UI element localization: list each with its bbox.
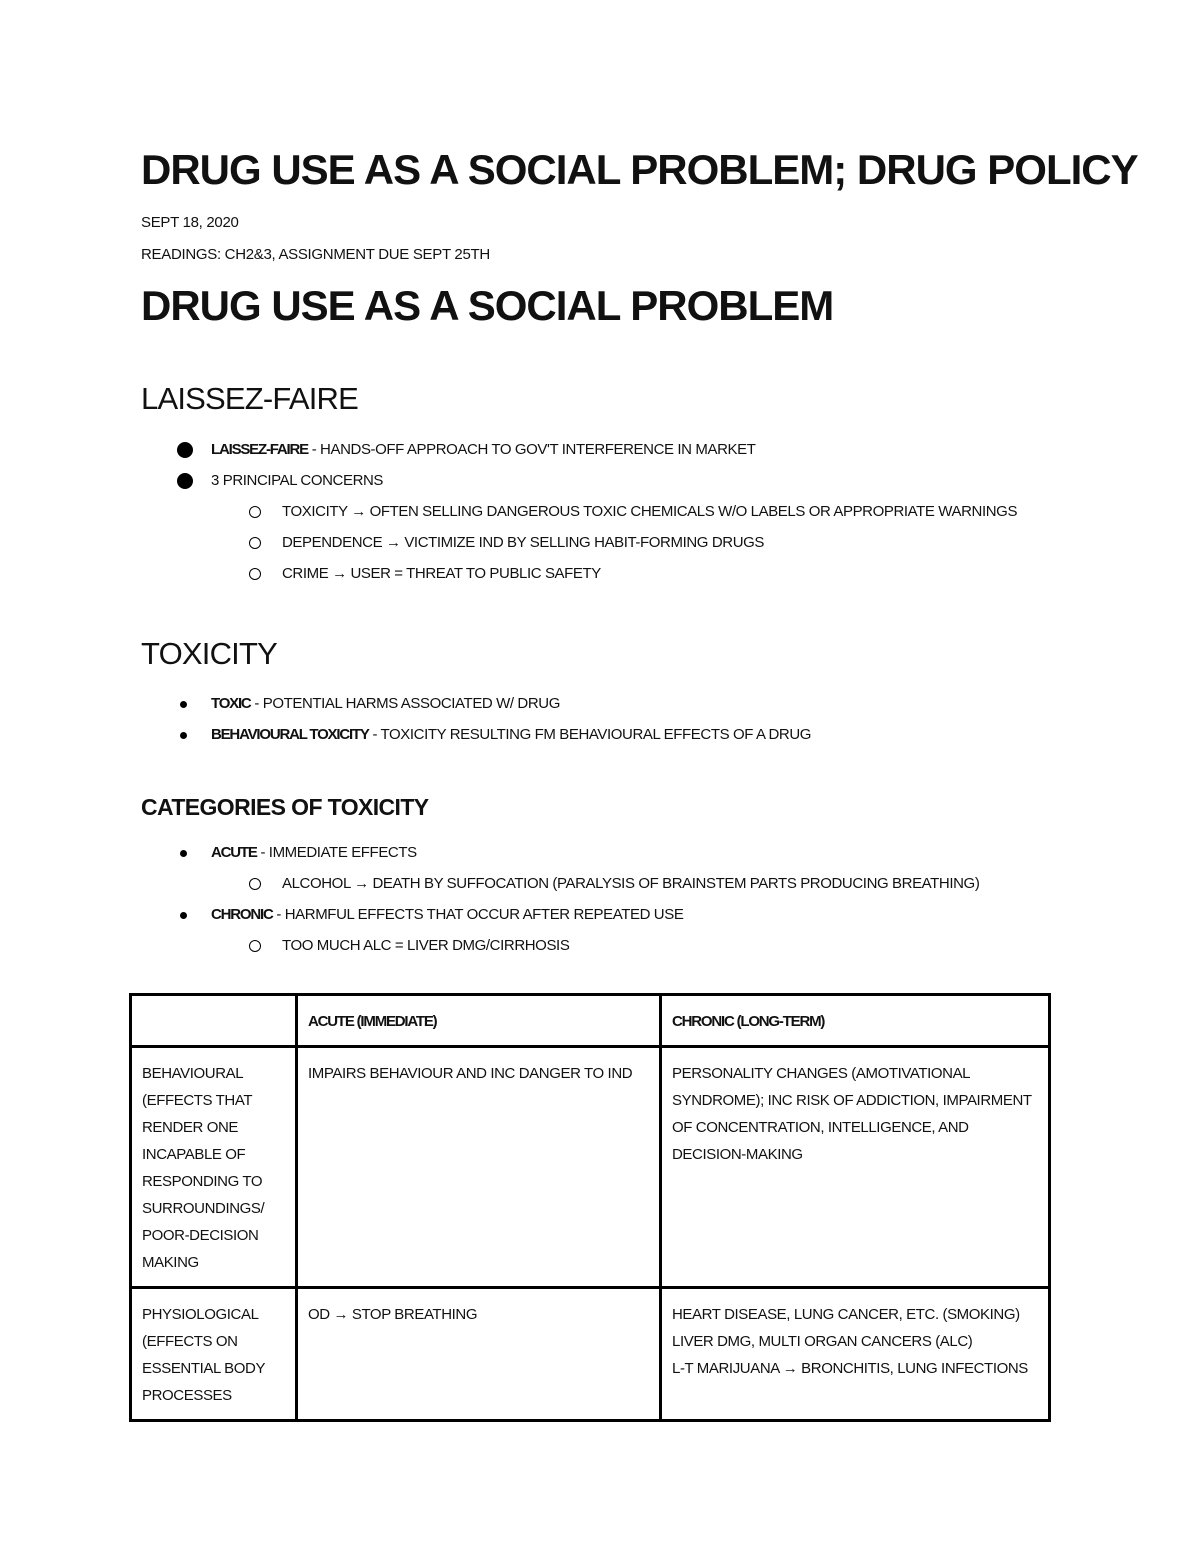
table-header-cell [131,995,297,1047]
table-row [131,1288,1050,1421]
table-cell: IMPAIRS BEHAVIOUR AND INC DANGER TO IND [297,1047,661,1288]
toxicity-table [129,993,1051,1422]
laissez-faire-heading: LAISSEZ-FAIRE [141,381,358,416]
bullet-icon [180,701,187,708]
sub-list-item-text: TOO MUCH ALC = LIVER DMG/CIRRHOSIS [282,937,570,954]
readings-line: READINGS: CH2&3, ASSIGNMENT DUE SEPT 25TH [141,246,490,263]
categories-heading: CATEGORIES OF TOXICITY [141,794,429,820]
table-header-cell: CHRONIC (LONG-TERM) [661,995,1050,1047]
bullet-icon [180,732,187,739]
circle-bullet-icon [249,537,261,549]
term: TOXIC [211,695,251,712]
bullet-icon [177,442,193,458]
bullet-icon [180,912,187,919]
circle-bullet-icon [249,568,261,580]
list-item [211,472,383,490]
sub-list-item-text: DEPENDENCE → VICTIMIZE IND BY SELLING HABIT-FORMING DRUGS [282,534,764,551]
sub-list-item [282,875,979,893]
bullet-icon [177,473,193,489]
list-item [211,695,560,713]
list-item [211,726,811,744]
table-cell: PHYSIOLOGICAL (EFFECTS ON ESSENTIAL BODY PROCESSES [131,1288,297,1421]
circle-bullet-icon [249,506,261,518]
sub-list-item-text: ALCOHOL → DEATH BY SUFFOCATION (PARALYSIS OF BRAINSTEM PARTS PRODUCING BREATHING) [282,875,980,892]
circle-bullet-icon [249,878,261,890]
definition: - HANDS-OFF APPROACH TO GOV'T INTERFERENCE IN MARKET [307,441,756,458]
list-item [211,441,755,459]
sub-list-item [282,503,1017,521]
term: BEHAVIOURAL TOXICITY [211,726,369,743]
table-cell: HEART DISEASE, LUNG CANCER, ETC. (SMOKING) LIVER DMG, MULTI ORGAN CANCERS (ALC) L-T MARIJUANA → BRONCHITIS, LUNG INFECTIONS [661,1288,1050,1421]
term: CHRONIC [211,906,273,923]
sub-list-item [282,534,764,552]
term: ACUTE [211,844,257,861]
section-heading: DRUG USE AS A SOCIAL PROBLEM [141,282,834,329]
toxicity-heading: TOXICITY [141,636,277,671]
list-item-text: 3 PRINCIPAL CONCERNS [211,472,384,489]
sub-list-item-text: TOXICITY → OFTEN SELLING DANGEROUS TOXIC CHEMICALS W/O LABELS OR APPROPRIATE WARNINGS [282,503,1018,520]
table-header-cell: ACUTE (IMMEDIATE) [297,995,661,1047]
document-title: DRUG USE AS A SOCIAL PROBLEM; DRUG POLICY [141,146,1138,193]
list-item [211,906,683,924]
table-cell: PERSONALITY CHANGES (AMOTIVATIONAL SYNDROME); INC RISK OF ADDICTION, IMPAIRMENT OF CONCENTRATION, INTELLIGENCE, AND DECISION-MAKING [661,1047,1050,1288]
table-row [131,1047,1050,1288]
date-line: SEPT 18, 2020 [141,214,239,231]
definition: - POTENTIAL HARMS ASSOCIATED W/ DRUG [250,695,560,712]
list-item [211,844,417,862]
circle-bullet-icon [249,940,261,952]
term: LAISSEZ-FAIRE [211,441,308,458]
definition: - HARMFUL EFFECTS THAT OCCUR AFTER REPEATED USE [272,906,684,923]
sub-list-item [282,937,569,955]
sub-list-item-text: CRIME → USER = THREAT TO PUBLIC SAFETY [282,565,601,582]
table-cell: OD → STOP BREATHING [297,1288,661,1421]
table-cell: BEHAVIOURAL (EFFECTS THAT RENDER ONE INCAPABLE OF RESPONDING TO SURROUNDINGS/ POOR-DECISION MAKING [131,1047,297,1288]
sub-list-item [282,565,601,583]
definition: - IMMEDIATE EFFECTS [256,844,417,861]
table-header-row [131,995,1050,1047]
definition: - TOXICITY RESULTING FM BEHAVIOURAL EFFECTS OF A DRUG [368,726,812,743]
bullet-icon [180,850,187,857]
